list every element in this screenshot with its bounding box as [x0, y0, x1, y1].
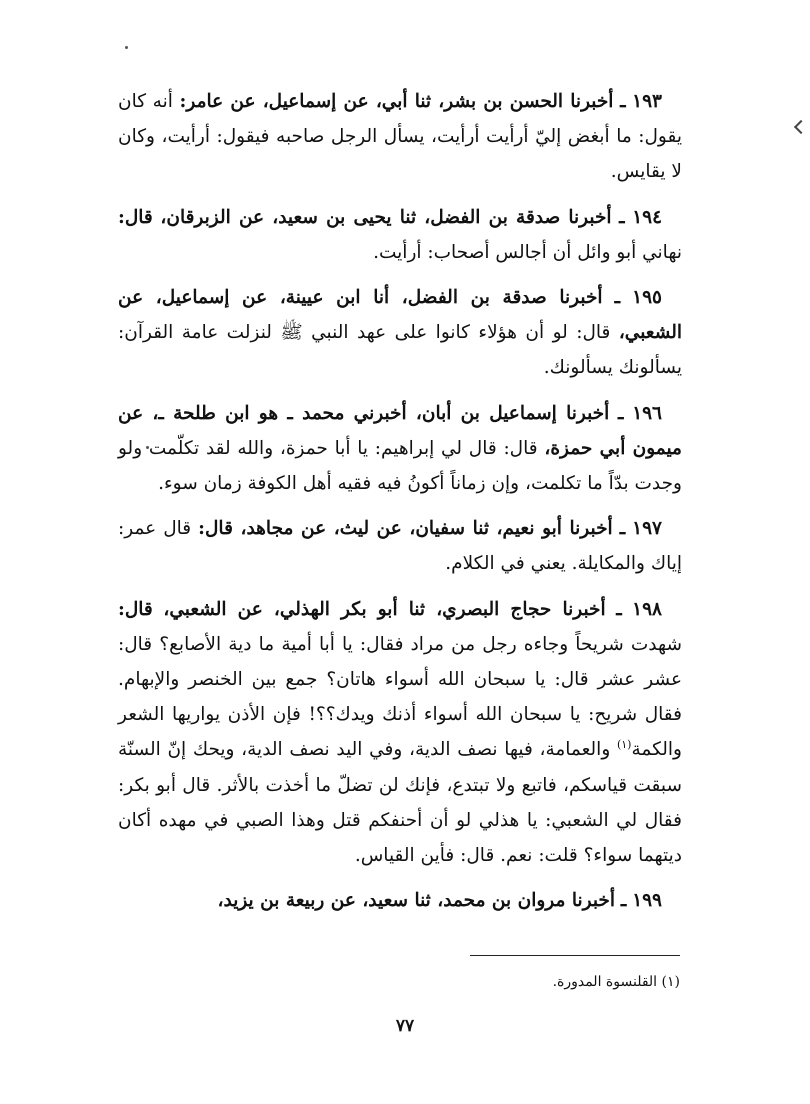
hadith-194: [118, 200, 682, 270]
hadith-number: ١٩٧: [632, 518, 662, 540]
hadith-197: [118, 511, 682, 581]
hadith-dash: ـ: [614, 287, 621, 309]
hadith-isnad: أخبرنا صدقة بن الفضل، ثنا يحيى بن سعيد، عن الزبرقان،: [160, 206, 612, 228]
hadith-text: قال عمر: إياك والمكايلة. يعني في الكلام.: [118, 518, 682, 575]
hadith-number: ١٩٩: [632, 890, 662, 912]
hadith-dash: ـ: [619, 518, 626, 540]
hadith-dash: ـ: [618, 402, 624, 424]
page-edge-mark: [794, 120, 808, 134]
hadith-number: ١٩٥: [632, 287, 662, 309]
hadith-dash: ـ: [620, 890, 627, 912]
hadith-198: [118, 592, 682, 874]
footnote-reference: (١): [616, 738, 632, 752]
hadith-number: ١٩٤: [632, 206, 663, 228]
hadith-dash: ـ: [616, 598, 622, 620]
hadith-isnad: أخبرنا صدقة بن الفضل، أنا ابن عيينة، عن إسماعيل، عن الشعبي،: [118, 287, 683, 344]
hadith-text: شهدت شريحاً وجاءه رجل من مراد فقال: يا أبا أمية ما دية الأصابع؟ قال: عشر عشر قال: يا سبحان الله أسواء هاتان؟ جمع بين الخنصر والإبهام. فقال شريح: يا سبحان الله أسواء أذنك ويدك؟؟! فإن الأذن يواريها الشعر والكمة: [118, 633, 682, 761]
hadith-isnad: أخبرنا الحسن بن بشر، ثنا أبي، عن إسماعيل، عن عامر:: [179, 91, 614, 112]
hadith-text: قال: لو أن هؤلاء كانوا على عهد النبي ﷺ لنزلت عامة القرآن: يسألونك يسألونك.: [118, 322, 682, 379]
hadith-text: أنه كان يقول: ما أبغض إليّ أرأيت أرأيت، يسأل الرجل صاحبه فيقول: أرأيت، وكان لا يقايس.: [118, 91, 682, 183]
hadith-number: ١٩٦: [632, 402, 662, 424]
hadith-199: [118, 883, 682, 918]
hadith-text: قال: قال لي إبراهيم: يا أبا حمزة، والله لقد تكلّمت ولو وجدت بدّاً ما تكلمت، وإن زماناً أكونُ فيه فقيه أهل الكوفة زمان سوء.: [118, 437, 682, 495]
hadith-dash: ـ: [620, 91, 626, 112]
footnote-divider: [470, 955, 680, 956]
footnote: [280, 970, 680, 994]
hadith-qal: قال:: [118, 206, 153, 228]
footnote-marker: (١): [661, 974, 680, 990]
hadith-text-continued: والعمامة، فيها نصف الدية، وفي اليد نصف الدية، ويحك إنّ السنّة سبقت قياسكم، فاتبع ولا تبتدع، فإنك لن تضلّ ما أخذت بالأثر. قال أبو بكر: فقال لي الشعبي: يا هذلي لو أن أحنفكم قتل وهذا الصبي في مهده أكان ديتهما سواء؟ قلت: نعم. قال: فأين القياس.: [118, 739, 682, 867]
hadith-isnad: أخبرنا مروان بن محمد، ثنا سعيد، عن ربيعة بن يزيد،: [217, 890, 615, 912]
hadith-number: ١٩٨: [632, 598, 662, 620]
footnote-text: القلنسوة المدورة.: [552, 974, 658, 990]
hadith-text: نهاني أبو وائل أن أجالس أصحاب: أرأيت.: [373, 241, 682, 263]
page-number: ٧٧: [395, 1016, 415, 1036]
hadith-isnad: أخبرنا أبو نعيم، ثنا سفيان، عن ليث، عن مجاهد، قال:: [198, 518, 613, 540]
hadith-qal: قال:: [118, 598, 153, 620]
main-text: [118, 84, 682, 918]
hadith-195: [118, 280, 682, 386]
scan-speck: [125, 46, 128, 49]
hadith-number: ١٩٣: [632, 91, 662, 112]
hadith-196: [118, 396, 682, 502]
hadith-isnad: أخبرنا إسماعيل بن أبان، أخبرني محمد ـ هو ابن طلحة ـ، عن ميمون أبي حمزة،: [118, 402, 682, 459]
hadith-isnad: أخبرنا حجاج البصري، ثنا أبو بكر الهذلي، عن الشعبي،: [163, 598, 606, 620]
hadith-dash: ـ: [619, 206, 625, 228]
hadith-193: [118, 84, 682, 190]
